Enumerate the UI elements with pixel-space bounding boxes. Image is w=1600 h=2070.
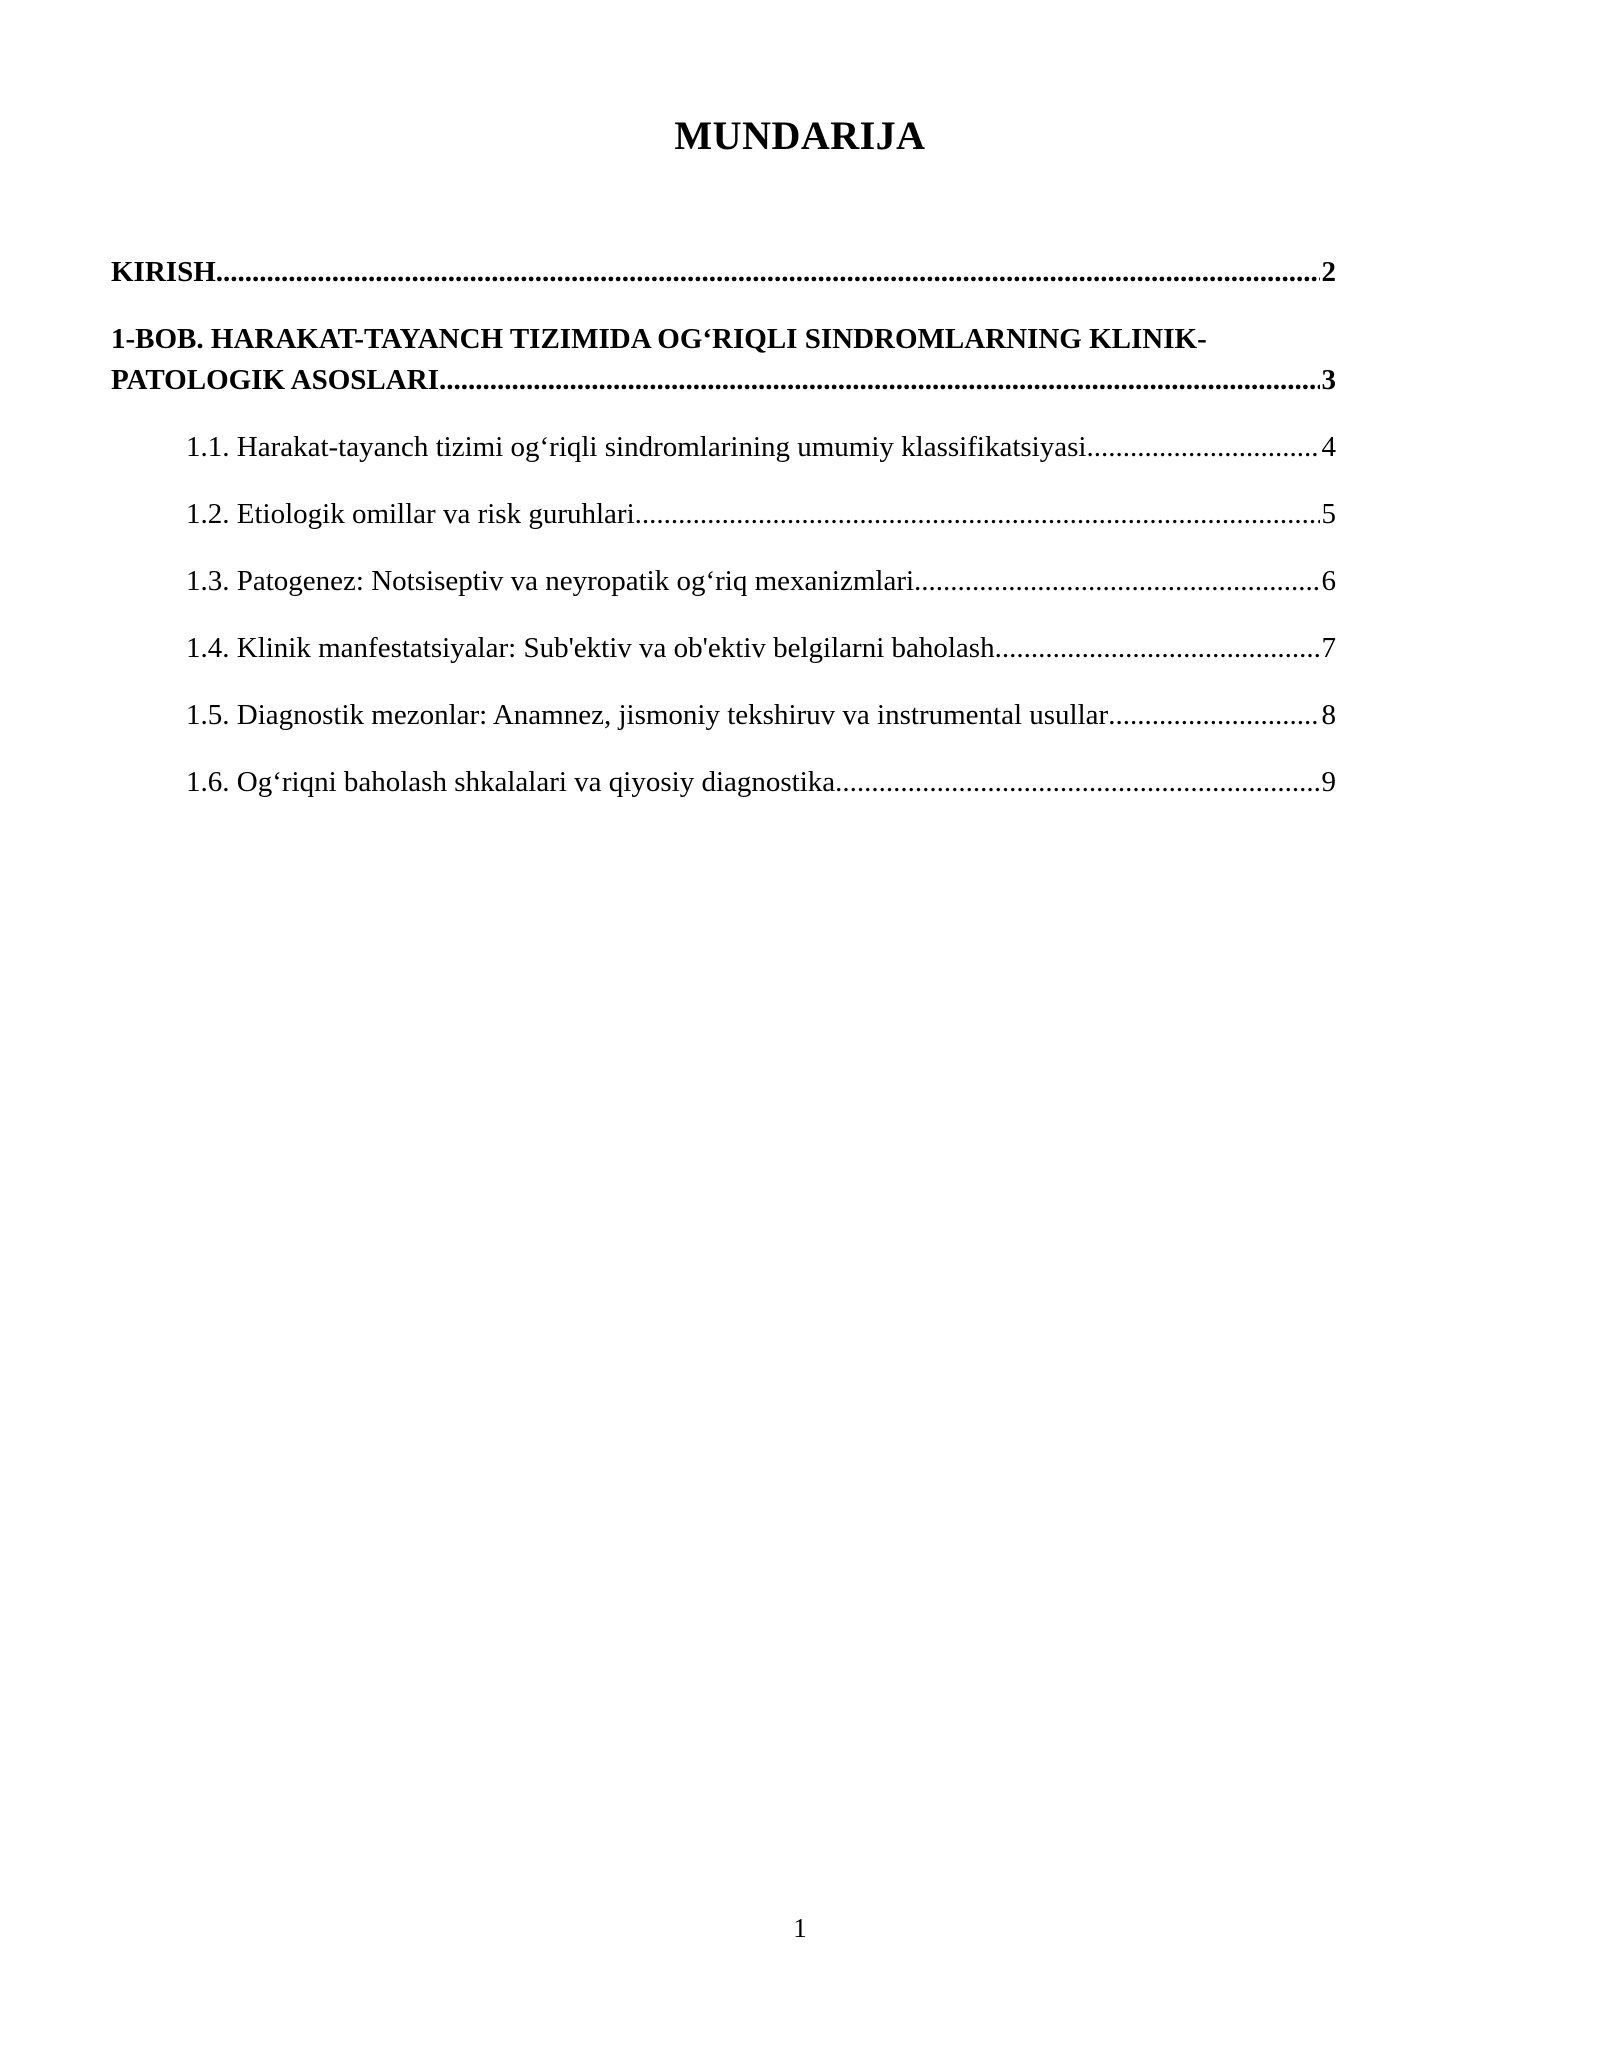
toc-entry-intro[interactable]	[111, 252, 1336, 293]
toc-entry-section-1-3[interactable]	[111, 561, 1336, 602]
toc-entry-text: 1.4. Klinik manfestatsiyalar: Sub'ektiv va ob'ektiv belgilarni baholash	[186, 632, 995, 664]
toc-page-number: 9	[1321, 766, 1336, 798]
toc-entry-text-line1: 1-BOB. HARAKAT-TAYANCH TIZIMIDA OG‘RIQLI SINDROMLARNING KLINIK-	[111, 323, 1207, 355]
toc-entry-text: KIRISH	[111, 256, 216, 288]
toc-page-number: 6	[1321, 565, 1336, 597]
toc-entry-text: 1.6. Og‘riqni baholash shkalalari va qiyosiy diagnostika	[186, 766, 836, 798]
toc-entry-text-line2: PATOLOGIK ASOSLARI	[111, 364, 439, 396]
toc-leader-dots	[835, 762, 1319, 803]
toc-entry-chapter-1[interactable]	[111, 319, 1336, 401]
toc-entry-text: 1.5. Diagnostik mezonlar: Anamnez, jismoniy tekshiruv va instrumental usullar	[186, 699, 1109, 731]
toc-page-number: 7	[1321, 632, 1336, 664]
toc-leader-dots	[439, 360, 1320, 401]
toc-entry-section-1-4[interactable]	[111, 628, 1336, 669]
toc-page-number: 5	[1321, 498, 1336, 530]
table-of-contents	[111, 252, 1336, 829]
toc-leader-dots	[995, 628, 1320, 669]
toc-leader-dots	[1108, 695, 1319, 736]
toc-page-number: 2	[1321, 256, 1336, 288]
toc-leader-dots	[914, 561, 1319, 602]
toc-leader-dots	[216, 252, 1320, 293]
toc-entry-section-1-2[interactable]	[111, 494, 1336, 535]
document-title: MUNDARIJA	[674, 113, 926, 158]
toc-leader-dots	[635, 494, 1320, 535]
toc-entry-text: 1.1. Harakat-tayanch tizimi og‘riqli sindromlarining umumiy klassifikatsiyasi	[186, 431, 1087, 463]
toc-leader-dots	[1086, 427, 1319, 468]
toc-entry-text: 1.3. Patogenez: Notsiseptiv va neyropatik og‘riq mexanizmlari	[186, 565, 915, 597]
toc-page-number: 3	[1321, 364, 1336, 396]
toc-page-number: 4	[1321, 431, 1336, 463]
toc-page-number: 8	[1321, 699, 1336, 731]
page-number: 1	[793, 1913, 807, 1943]
toc-entry-section-1-5[interactable]	[111, 695, 1336, 736]
toc-entry-section-1-1[interactable]	[111, 427, 1336, 468]
toc-entry-text: 1.2. Etiologik omillar va risk guruhlari	[186, 498, 635, 530]
toc-entry-section-1-6[interactable]	[111, 762, 1336, 803]
